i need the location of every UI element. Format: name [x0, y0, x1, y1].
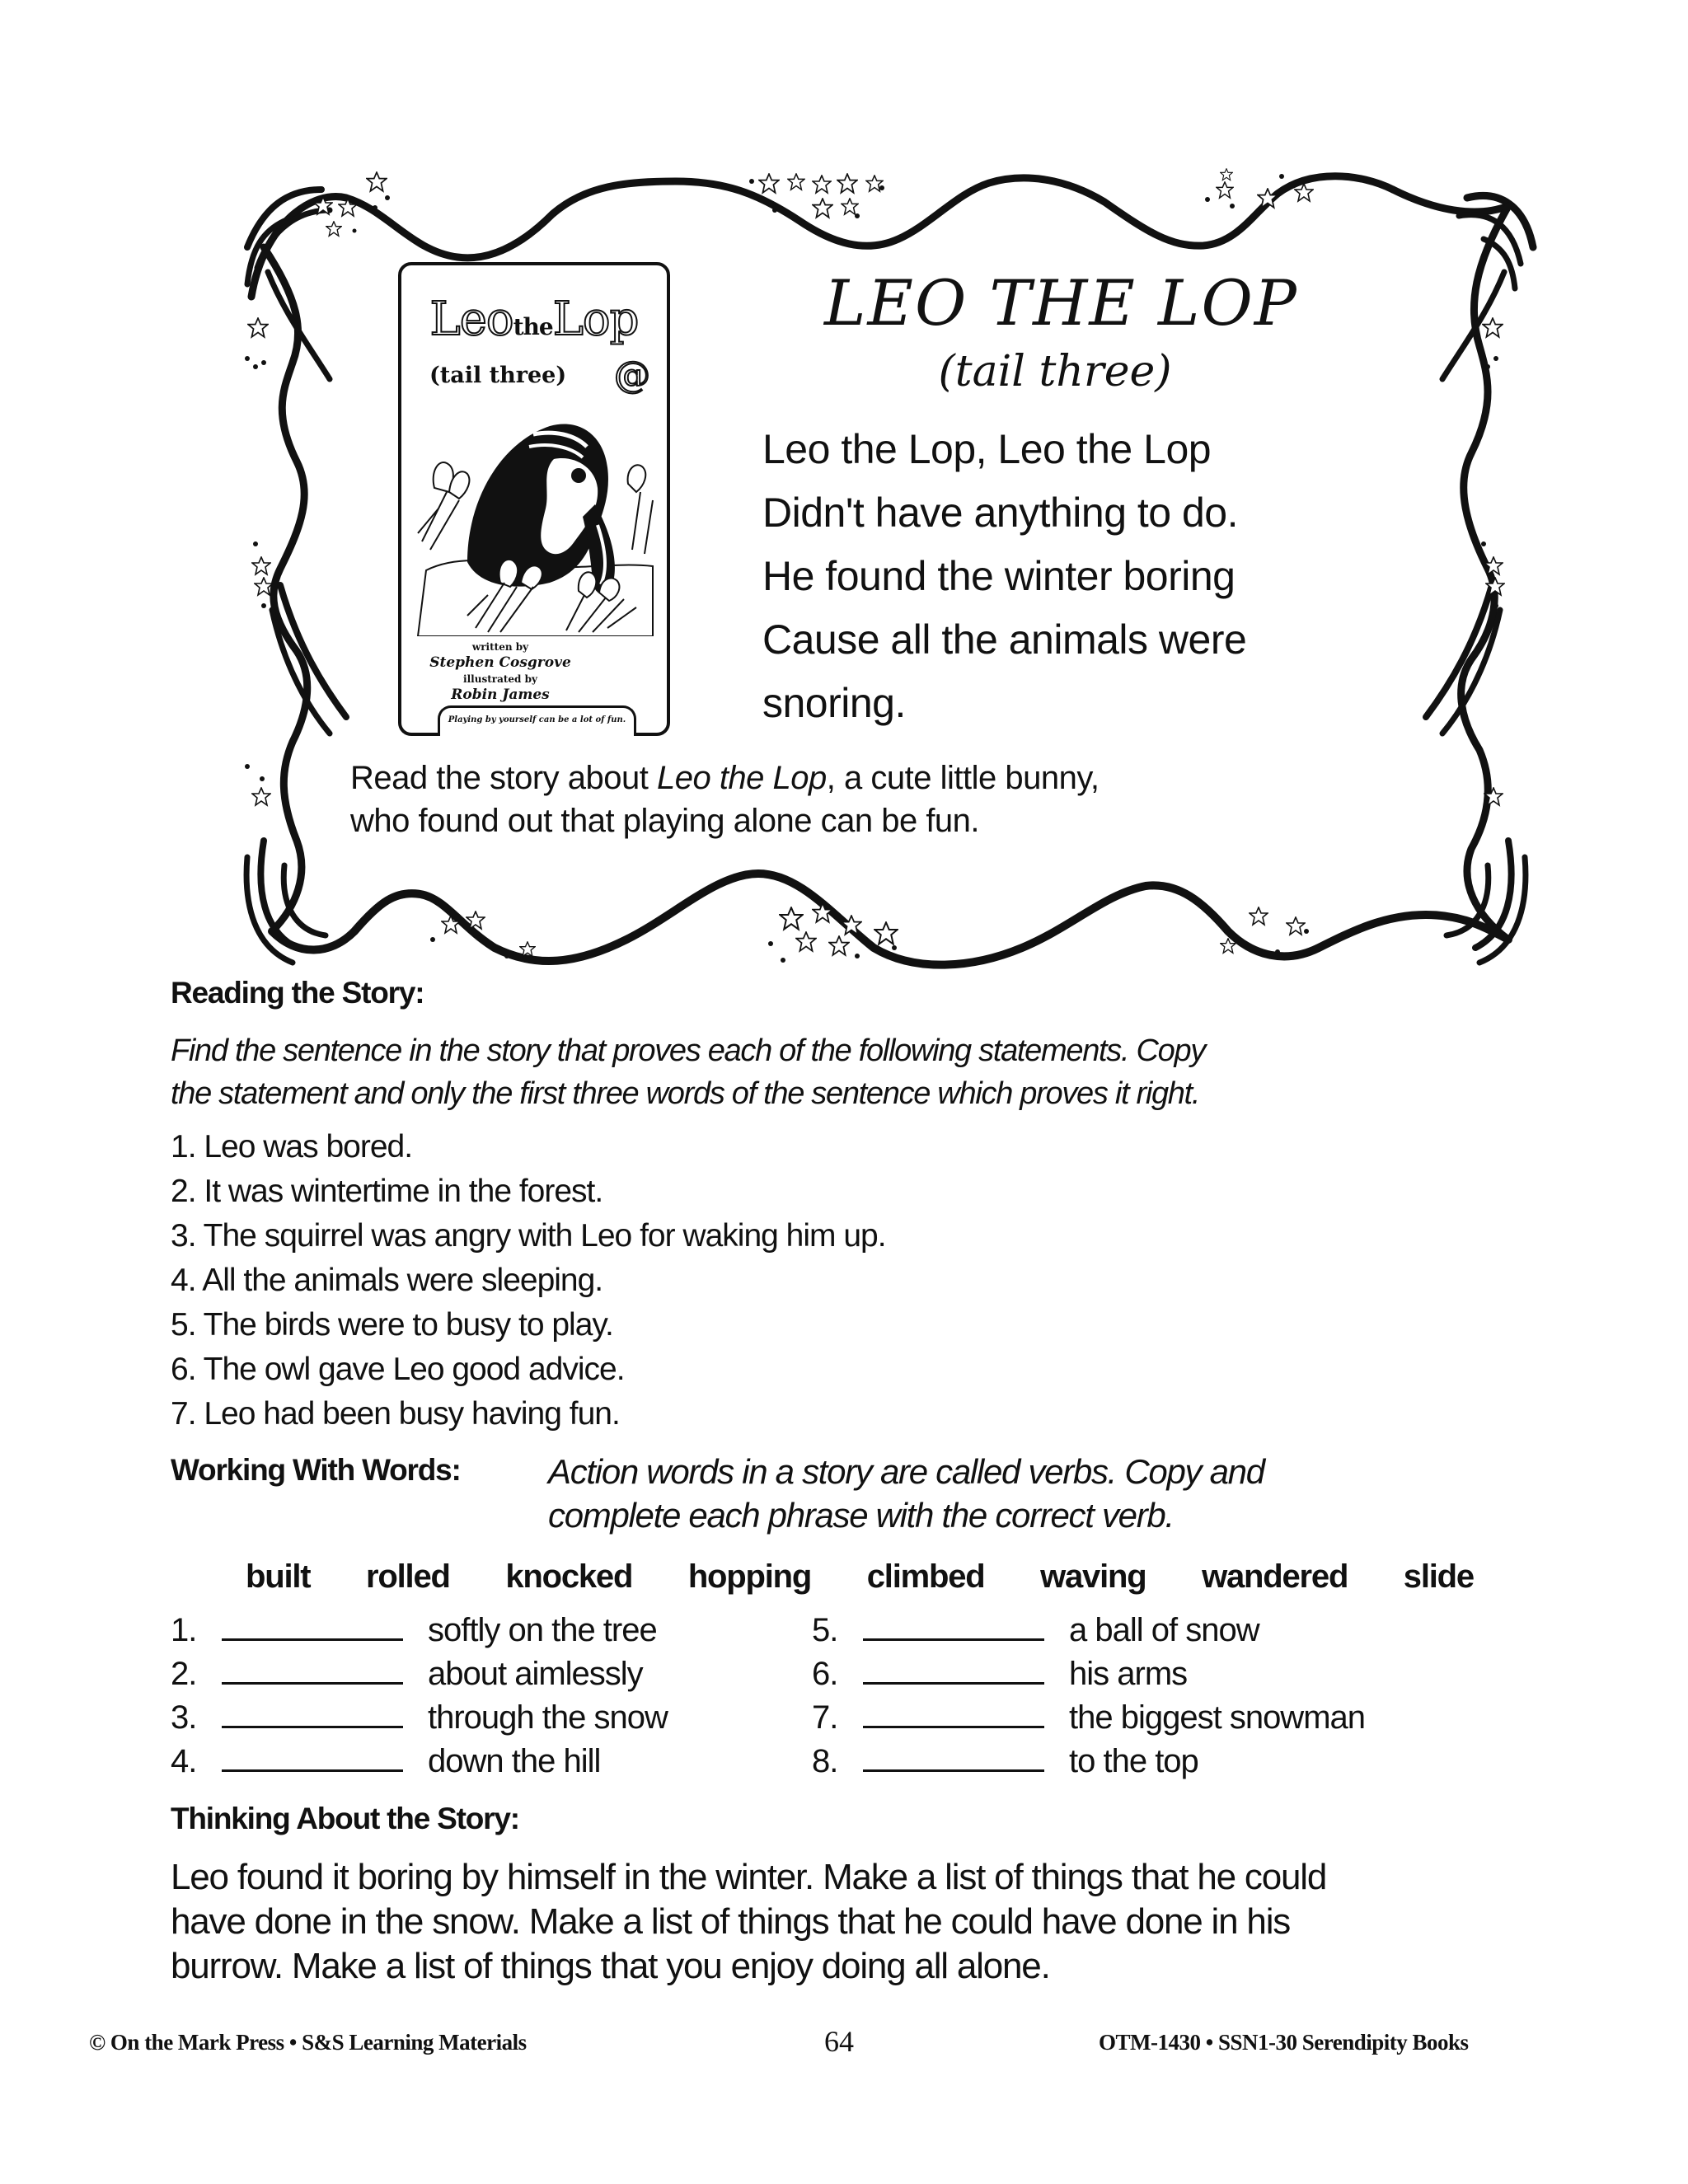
- verb-word: climbed: [866, 1558, 985, 1595]
- statement-item: 5. The birds were to busy to play.: [171, 1307, 613, 1343]
- story-title: LEO THE LOP: [824, 266, 1298, 340]
- verb-phrase: 5. a ball of snow: [812, 1612, 1259, 1648]
- verb-phrase: 8. to the top: [812, 1743, 1198, 1779]
- section-heading-thinking: Thinking About the Story:: [171, 1802, 519, 1835]
- verb-word: hopping: [687, 1558, 812, 1595]
- verb-word: slide: [1403, 1558, 1474, 1595]
- answer-blank[interactable]: [222, 1703, 403, 1728]
- section-heading-reading: Reading the Story:: [171, 976, 424, 1010]
- verb-phrase: 3. through the snow: [171, 1699, 668, 1736]
- answer-blank[interactable]: [222, 1659, 403, 1685]
- poem-line: Cause all the animals were: [762, 616, 1247, 663]
- intro-line: Read the story about Leo the Lop, a cute little bunny,: [350, 760, 1100, 796]
- thinking-paragraph-line: have done in the snow. Make a list of things that he could have done in his: [171, 1901, 1291, 1942]
- statement-item: 6. The owl gave Leo good advice.: [171, 1352, 625, 1387]
- swirl-ornament-icon: @: [614, 354, 650, 396]
- cover-credits: written by Stephen Cosgrove illustrated by Robin James: [429, 641, 571, 704]
- verb-word: wandered: [1202, 1558, 1348, 1595]
- poem-line: Didn't have anything to do.: [762, 490, 1239, 536]
- cover-tagline: Playing by yourself can be a lot of fun.: [438, 705, 636, 736]
- page-number: 64: [824, 2025, 854, 2058]
- verb-word: rolled: [366, 1558, 450, 1595]
- verb-phrase: 7. the biggest snowman: [812, 1699, 1366, 1736]
- words-instructions: Action words in a story are called verbs. Copy and: [548, 1452, 1264, 1491]
- verb-bank: [246, 1560, 1474, 1593]
- poem-line: snoring.: [762, 680, 906, 726]
- statement-item: 2. It was wintertime in the forest.: [171, 1174, 603, 1209]
- statement-item: 3. The squirrel was angry with Leo for waking him up.: [171, 1218, 886, 1254]
- verb-word: waving: [1040, 1558, 1146, 1595]
- answer-blank[interactable]: [863, 1703, 1044, 1728]
- section-heading-words: Working With Words:: [171, 1453, 461, 1487]
- answer-blank[interactable]: [863, 1615, 1044, 1641]
- words-instructions: complete each phrase with the correct verb.: [548, 1496, 1174, 1535]
- cover-title: LeotheLop: [429, 293, 639, 346]
- thinking-paragraph-line: burrow. Make a list of things that you enjoy doing all alone.: [171, 1946, 1050, 1986]
- intro-line: who found out that playing alone can be fun.: [350, 803, 980, 839]
- book-cover: [398, 262, 670, 736]
- thinking-paragraph-line: Leo found it boring by himself in the winter. Make a list of things that he could: [171, 1857, 1327, 1897]
- bunny-illustration: [410, 410, 662, 636]
- footer-publisher: © On the Mark Press • S&S Learning Materials: [89, 2030, 527, 2055]
- story-subtitle: (tail three): [938, 347, 1172, 396]
- reading-instructions: Find the sentence in the story that proves each of the following statements. Copy: [171, 1033, 1206, 1068]
- statement-item: 7. Leo had been busy having fun.: [171, 1396, 620, 1432]
- verb-word: knocked: [505, 1558, 633, 1595]
- verb-phrase: 4. down the hill: [171, 1743, 601, 1779]
- footer-catalog: OTM-1430 • SSN1-30 Serendipity Books: [1099, 2030, 1469, 2055]
- poem-line: He found the winter boring: [762, 553, 1236, 599]
- verb-phrase: 2. about aimlessly: [171, 1656, 643, 1692]
- answer-blank[interactable]: [863, 1659, 1044, 1685]
- statement-item: 1. Leo was bored.: [171, 1129, 413, 1165]
- cover-subtitle: (tail three): [429, 363, 567, 388]
- answer-blank[interactable]: [222, 1746, 403, 1772]
- statement-item: 4. All the animals were sleeping.: [171, 1263, 603, 1298]
- verb-phrase: 6. his arms: [812, 1656, 1188, 1692]
- answer-blank[interactable]: [222, 1615, 403, 1641]
- poem-line: Leo the Lop, Leo the Lop: [762, 426, 1212, 472]
- verb-phrase: 1. softly on the tree: [171, 1612, 657, 1648]
- answer-blank[interactable]: [863, 1746, 1044, 1772]
- reading-instructions: the statement and only the first three words of the sentence which proves it right.: [171, 1076, 1200, 1111]
- verb-word: built: [246, 1558, 311, 1595]
